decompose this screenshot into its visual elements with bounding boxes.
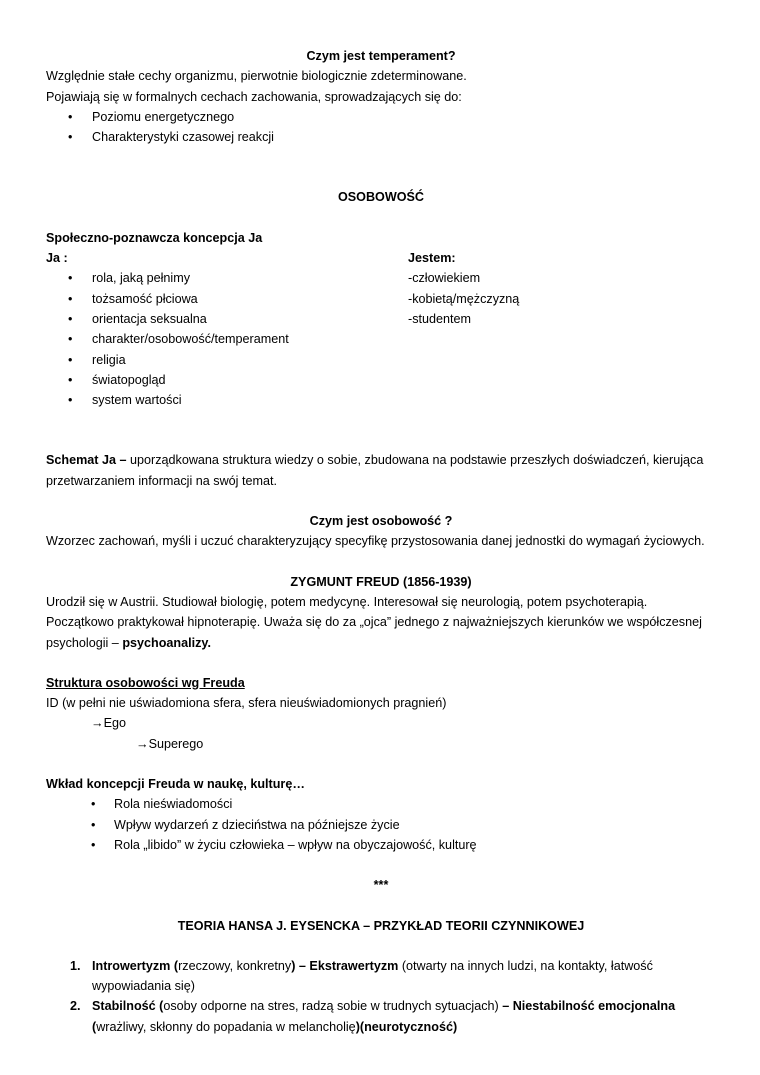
list-item: • rola, jaką pełnimy	[46, 268, 408, 288]
osobowosc-def-text: Wzorzec zachowań, myśli i uczuć charakteryzujący specyfikę przystosowania danej jednostki do wymagań życiowych.	[46, 534, 705, 549]
schemat-term: Schemat Ja –	[46, 453, 127, 468]
list-item: -człowiekiem	[408, 271, 481, 286]
temperament-line-2: Pojawiają się w formalnych cechach zachowania, sprowadzających się do:	[46, 89, 462, 104]
list-item: • orientacja seksualna	[46, 309, 408, 329]
separator: ***	[373, 878, 389, 893]
list-item: • światopogląd	[46, 370, 408, 390]
wklad-heading: Wkład koncepcji Freuda w naukę, kulturę…	[46, 777, 305, 792]
ja-columns	[46, 248, 716, 410]
item-bold-text: Stabilność (	[92, 999, 164, 1014]
freud-bold: psychoanalizy.	[122, 635, 211, 650]
temperament-title: Czym jest temperament?	[306, 49, 456, 63]
ja-left-label: Ja :	[46, 251, 68, 266]
item-bold-text: ) – Ekstrawertyzm	[291, 958, 399, 973]
ego-line	[46, 713, 716, 733]
struktura-heading: Struktura osobowości wg Freuda	[46, 675, 245, 690]
list-item: • system wartości	[46, 390, 408, 410]
ja-heading: Społeczno-poznawcza koncepcja Ja	[46, 230, 263, 245]
temperament-list	[46, 107, 716, 148]
list-item: • Wpływ wydarzeń z dzieciństwa na późniejsze życie	[46, 815, 716, 835]
item-text: (otwarty na innych ludzi, na kontakty, łatwość wypowiadania się)	[92, 958, 653, 994]
freud-text: Urodził się w Austrii. Studiował biologię, potem medycynę. Interesował się neurologią, potem psychoterapią. Początkowo praktykował hipnoterapię. Uważa się do za „ojca” jednego z najważniejszych kierunków we współczesnej psychologii –	[46, 594, 702, 650]
list-item: • Rola nieświadomości	[46, 794, 716, 814]
list-item: -studentem	[408, 311, 471, 326]
list-item: • religia	[46, 350, 408, 370]
list-item: -kobietą/mężczyzną	[408, 291, 520, 306]
ja-right-label: Jestem:	[408, 251, 456, 266]
list-item	[46, 996, 716, 1037]
schemat-paragraph	[46, 450, 716, 491]
list-item: • tożsamość płciowa	[46, 289, 408, 309]
document-page	[46, 46, 716, 1037]
ego-label: Ego	[103, 716, 127, 731]
osobowosc-heading: OSOBOWOŚĆ	[337, 190, 425, 205]
ja-left-list	[46, 268, 408, 410]
struktura-id-line: ID (w pełni nie uświadomiona sfera, sfera nieuświadomionych pragnień)	[46, 696, 447, 711]
item-text: osoby odporne na stres, radzą sobie w trudnych sytuacjach)	[163, 999, 499, 1014]
arrow-right-icon: →	[136, 736, 149, 751]
list-item	[46, 956, 716, 997]
item-text: wrażliwy, skłonny do popadania w melancholię	[96, 1019, 356, 1034]
ja-right-column	[408, 248, 716, 410]
item-bold-text: )(neurotyczność)	[355, 1019, 458, 1034]
item-text: rzeczowy, konkretny	[178, 958, 292, 973]
freud-paragraph	[46, 592, 716, 653]
list-item: • Charakterystyki czasowej reakcji	[46, 127, 716, 147]
ja-left-column	[46, 248, 408, 410]
list-item: • Poziomu energetycznego	[46, 107, 716, 127]
list-item: • Rola „libido” w życiu człowieka – wpływ na obyczajowość, kulturę	[46, 835, 716, 855]
schemat-definition: uporządkowana struktura wiedzy o sobie, zbudowana na podstawie przeszłych doświadczeń, kierująca przetwarzaniem informacji na swój temat.	[46, 453, 704, 488]
superego-label: Superego	[148, 736, 204, 751]
osobowosc-def-title: Czym jest osobowość ?	[309, 514, 453, 529]
item-number: 2.	[70, 999, 81, 1014]
arrow-right-icon: →	[91, 716, 104, 731]
eysenck-title: TEORIA HANSA J. EYSENCKA – PRZYKŁAD TEORII CZYNNIKOWEJ	[177, 918, 585, 933]
temperament-line-1: Względnie stałe cechy organizmu, pierwotnie biologicznie zdeterminowane.	[46, 69, 467, 84]
item-number: 1.	[70, 958, 81, 973]
list-item: • charakter/osobowość/temperament	[46, 329, 408, 349]
superego-line	[46, 734, 716, 754]
wklad-list	[46, 794, 716, 855]
eysenck-list	[46, 956, 716, 1037]
freud-title: ZYGMUNT FREUD (1856-1939)	[290, 574, 472, 589]
item-bold-text: Introwertyzm (	[92, 958, 179, 973]
item-bold-text: – Niestabilność emocjonalna (	[92, 999, 676, 1034]
